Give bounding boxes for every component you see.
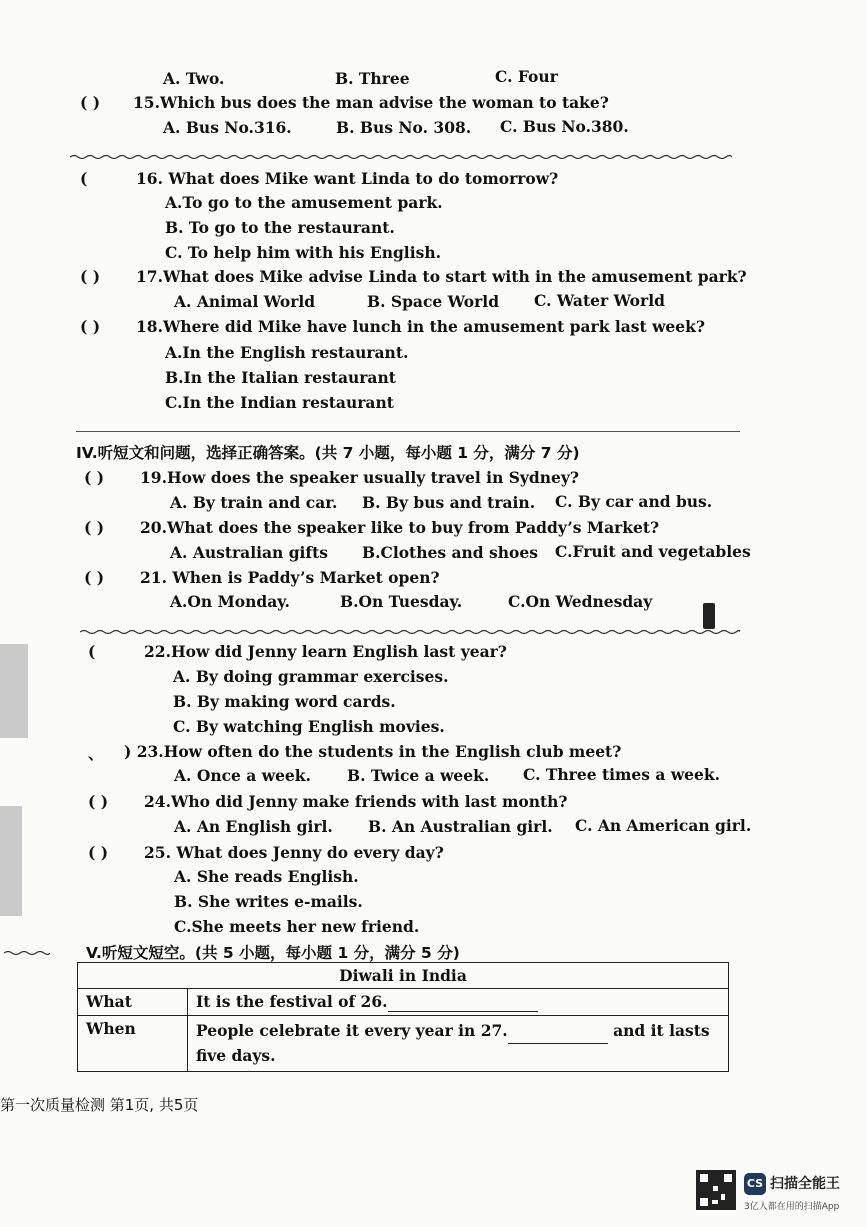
q15-option-a: A. Bus No.316.: [163, 118, 292, 137]
q25-option-c: C.She meets her new friend.: [174, 917, 420, 936]
wavy-divider: [80, 629, 740, 635]
q18-answer-bracket: ( ): [80, 317, 101, 336]
q18-question: 18.Where did Mike have lunch in the amusement park last week?: [136, 317, 705, 336]
q24-option-a: A. An English girl.: [174, 817, 333, 836]
q20-question: 20.What does the speaker like to buy from Paddy’s Market?: [140, 518, 660, 537]
q16-option-b: B. To go to the restaurant.: [165, 218, 395, 237]
q23-option-c: C. Three times a week.: [523, 765, 721, 784]
page-footer: 第一次质量检测 第1页, 共5页: [0, 1096, 199, 1114]
q19-answer-bracket: ( ): [84, 468, 105, 487]
q24-option-b: B. An Australian girl.: [368, 817, 553, 836]
q22-question: 22.How did Jenny learn English last year?: [144, 642, 507, 661]
table-row-content-what: [188, 989, 729, 1016]
q22-option-b: B. By making word cards.: [173, 692, 396, 711]
q21-question: 21. When is Paddy’s Market open?: [140, 568, 440, 587]
q23-option-b: B. Twice a week.: [347, 766, 490, 785]
q22-option-a: A. By doing grammar exercises.: [173, 667, 449, 686]
table-row-label-when: When: [78, 1016, 188, 1072]
q17-option-a: A. Animal World: [174, 292, 316, 311]
q17-option-c: C. Water World: [534, 291, 665, 310]
q22-option-c: C. By watching English movies.: [173, 717, 445, 736]
blank-26-prompt: It is the festival of 26.: [196, 992, 388, 1011]
wavy-margin-mark: [4, 950, 50, 956]
q23-answer-bracket: 、: [88, 744, 104, 763]
q19-option-a: A. By train and car.: [170, 493, 338, 512]
q15-option-c: C. Bus No.380.: [500, 117, 629, 136]
qr-code-icon: [696, 1170, 736, 1210]
q19-question: 19.How does the speaker usually travel in Sydney?: [140, 468, 579, 487]
q24-option-c: C. An American girl.: [575, 816, 752, 835]
scanner-app-name: 扫描全能王: [770, 1176, 840, 1192]
scanner-tagline: 3亿人都在用的扫描App: [744, 1202, 840, 1212]
q15-question: 15.Which bus does the man advise the woman to take?: [133, 93, 609, 112]
q24-question: 24.Who did Jenny make friends with last month?: [144, 792, 568, 811]
q16-question: 16. What does Mike want Linda to do tomorrow?: [136, 169, 559, 188]
q14-option-a: A. Two.: [163, 69, 225, 88]
wavy-divider: [70, 154, 732, 160]
table-row-label-what: What: [78, 989, 188, 1016]
q14-option-c: C. Four: [495, 67, 558, 86]
q25-question: 25. What does Jenny do every day?: [144, 843, 444, 862]
answer-blank-27[interactable]: [508, 1019, 608, 1044]
q24-answer-bracket: ( ): [88, 792, 109, 811]
q19-option-c: C. By car and bus.: [555, 492, 713, 511]
answer-blank-26[interactable]: [388, 992, 538, 1012]
q21-option-a: A.On Monday.: [170, 592, 290, 611]
diwali-table-title: Diwali in India: [78, 963, 729, 989]
q15-option-b: B. Bus No. 308.: [336, 118, 472, 137]
q23-option-a: A. Once a week.: [174, 766, 311, 785]
scan-artifact-mark: [703, 603, 715, 629]
section-5-title: V.听短文短空。(共 5 小题，每小题 1 分，满分 5 分): [86, 944, 460, 962]
table-row-content-when: [188, 1016, 729, 1072]
scan-artifact-left: [0, 806, 22, 916]
q25-option-a: A. She reads English.: [174, 867, 359, 886]
section-4-divider: [76, 431, 740, 432]
q18-option-b: B.In the Italian restaurant: [165, 368, 396, 387]
q25-option-b: B. She writes e-mails.: [174, 892, 363, 911]
q21-option-b: B.On Tuesday.: [340, 592, 463, 611]
q20-option-c: C.Fruit and vegetables: [555, 542, 751, 561]
camscanner-logo-icon: CS: [744, 1173, 766, 1195]
section-4-title: IV.听短文和问题，选择正确答案。(共 7 小题，每小题 1 分，满分 7 分): [76, 444, 580, 462]
q14-option-b: B. Three: [335, 69, 410, 88]
q25-answer-bracket: ( ): [88, 843, 109, 862]
q16-option-c: C. To help him with his English.: [165, 243, 441, 262]
q17-answer-bracket: ( ): [80, 267, 101, 286]
blank-27-suffix: and it lasts five days.: [196, 1021, 710, 1065]
q20-option-a: A. Australian gifts: [170, 543, 328, 562]
q19-option-b: B. By bus and train.: [362, 493, 536, 512]
q18-option-c: C.In the Indian restaurant: [165, 393, 394, 412]
q20-option-b: B.Clothes and shoes: [362, 543, 538, 562]
q17-question: 17.What does Mike advise Linda to start with in the amusement park?: [136, 267, 747, 286]
q21-option-c: C.On Wednesday: [508, 592, 653, 611]
q15-answer-bracket: ( ): [80, 93, 101, 112]
q23-question: ) 23.How often do the students in the English club meet?: [124, 742, 622, 761]
q18-option-a: A.In the English restaurant.: [165, 343, 409, 362]
q21-answer-bracket: ( ): [84, 568, 105, 587]
blank-27-prompt: People celebrate it every year in 27.: [196, 1021, 508, 1040]
q17-option-b: B. Space World: [367, 292, 500, 311]
q16-option-a: A.To go to the amusement park.: [165, 193, 443, 212]
q16-answer-bracket: (: [80, 169, 88, 188]
scan-artifact-left: [0, 644, 28, 738]
diwali-table: [77, 962, 729, 1072]
q20-answer-bracket: ( ): [84, 518, 105, 537]
q22-answer-bracket: (: [88, 642, 96, 661]
